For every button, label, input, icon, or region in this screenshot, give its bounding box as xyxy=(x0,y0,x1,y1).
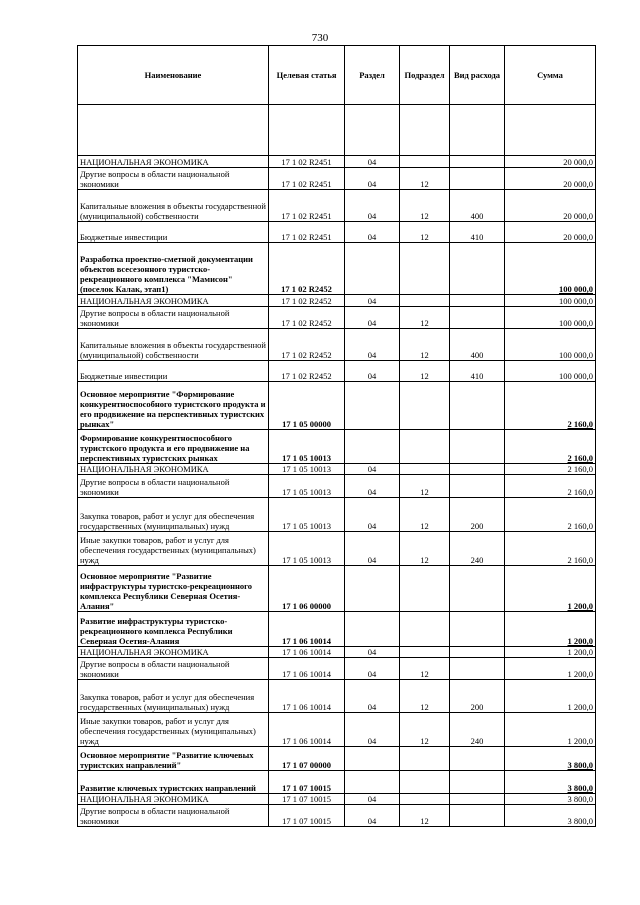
cell-kind xyxy=(450,382,505,430)
table-header-row xyxy=(78,46,596,105)
cell-section: 04 xyxy=(345,498,400,532)
header-subsection: Подраздел xyxy=(400,46,450,105)
cell-sum: 2 160,0 xyxy=(505,475,596,498)
cell-subsection: 12 xyxy=(400,329,450,361)
table-row xyxy=(78,658,596,680)
cell-sum: 3 800,0 xyxy=(505,794,596,805)
page-number: 730 xyxy=(311,32,329,44)
cell-name: Другие вопросы в области национальной экономики xyxy=(78,658,269,680)
cell-name: Другие вопросы в области национальной экономики xyxy=(78,475,269,498)
cell-name: Капитальные вложения в объекты государственной (муниципальной) собственности xyxy=(78,329,269,361)
cell-section: 04 xyxy=(345,361,400,382)
cell-section xyxy=(345,430,400,464)
table-row xyxy=(78,713,596,747)
cell-kind xyxy=(450,464,505,475)
cell-name: Основное мероприятие "Развитие инфраструктуры туристско-рекреационного комплекса Республики Северная Осетия-Алания" xyxy=(78,566,269,612)
cell-section xyxy=(345,612,400,647)
cell-section: 04 xyxy=(345,713,400,747)
cell-kind xyxy=(450,168,505,190)
cell-section xyxy=(345,566,400,612)
cell-code: 17 1 07 00000 xyxy=(269,747,345,771)
cell-subsection xyxy=(400,612,450,647)
cell-name: НАЦИОНАЛЬНАЯ ЭКОНОМИКА xyxy=(78,464,269,475)
cell-sum: 3 800,0 xyxy=(505,771,596,794)
cell-kind xyxy=(450,805,505,827)
header-spacer-row xyxy=(78,105,596,156)
cell-name: Другие вопросы в области национальной экономики xyxy=(78,168,269,190)
cell-subsection: 12 xyxy=(400,805,450,827)
cell-kind: 200 xyxy=(450,680,505,713)
cell-section xyxy=(345,382,400,430)
cell-kind xyxy=(450,566,505,612)
table-row xyxy=(78,190,596,222)
budget-table xyxy=(77,45,596,827)
cell-section: 04 xyxy=(345,295,400,307)
cell-section: 04 xyxy=(345,168,400,190)
cell-subsection xyxy=(400,295,450,307)
cell-sum: 100 000,0 xyxy=(505,361,596,382)
cell-subsection xyxy=(400,382,450,430)
cell-subsection xyxy=(400,464,450,475)
cell-kind xyxy=(450,747,505,771)
cell-code: 17 1 05 00000 xyxy=(269,382,345,430)
cell-kind xyxy=(450,156,505,168)
cell-sum: 3 800,0 xyxy=(505,747,596,771)
table-row xyxy=(78,295,596,307)
cell-code: 17 1 02 R2452 xyxy=(269,307,345,329)
cell-code: 17 1 06 10014 xyxy=(269,680,345,713)
cell-subsection: 12 xyxy=(400,713,450,747)
cell-subsection: 12 xyxy=(400,190,450,222)
cell-name: НАЦИОНАЛЬНАЯ ЭКОНОМИКА xyxy=(78,295,269,307)
cell-subsection: 12 xyxy=(400,658,450,680)
cell-section xyxy=(345,747,400,771)
cell-kind xyxy=(450,612,505,647)
cell-sum: 1 200,0 xyxy=(505,566,596,612)
cell-subsection xyxy=(400,430,450,464)
table-row xyxy=(78,361,596,382)
cell-sum: 100 000,0 xyxy=(505,243,596,295)
cell-subsection xyxy=(400,747,450,771)
cell-sum: 1 200,0 xyxy=(505,612,596,647)
cell-sum: 20 000,0 xyxy=(505,190,596,222)
cell-sum: 20 000,0 xyxy=(505,156,596,168)
header-sum: Сумма xyxy=(505,46,596,105)
cell-subsection xyxy=(400,243,450,295)
cell-code: 17 1 02 R2451 xyxy=(269,156,345,168)
cell-sum: 2 160,0 xyxy=(505,464,596,475)
cell-subsection: 12 xyxy=(400,532,450,566)
cell-name: Закупка товаров, работ и услуг для обеспечения государственных (муниципальных) нужд xyxy=(78,498,269,532)
table-row xyxy=(78,168,596,190)
cell-subsection: 12 xyxy=(400,498,450,532)
cell-sum: 100 000,0 xyxy=(505,295,596,307)
cell-code: 17 1 06 10014 xyxy=(269,647,345,658)
cell-code: 17 1 05 10013 xyxy=(269,475,345,498)
cell-kind: 240 xyxy=(450,532,505,566)
cell-code: 17 1 06 10014 xyxy=(269,713,345,747)
cell-code: 17 1 06 10014 xyxy=(269,612,345,647)
cell-subsection: 12 xyxy=(400,361,450,382)
table-row xyxy=(78,382,596,430)
cell-name: Иные закупки товаров, работ и услуг для обеспечения государственных (муниципальных) нужд xyxy=(78,532,269,566)
cell-kind xyxy=(450,475,505,498)
table-row xyxy=(78,329,596,361)
cell-kind: 200 xyxy=(450,498,505,532)
cell-section: 04 xyxy=(345,475,400,498)
cell-code: 17 1 05 10013 xyxy=(269,498,345,532)
cell-kind xyxy=(450,647,505,658)
cell-code: 17 1 05 10013 xyxy=(269,532,345,566)
cell-section: 04 xyxy=(345,805,400,827)
cell-subsection: 12 xyxy=(400,307,450,329)
cell-code: 17 1 02 R2451 xyxy=(269,168,345,190)
cell-sum: 100 000,0 xyxy=(505,329,596,361)
cell-subsection xyxy=(400,794,450,805)
cell-name: Капитальные вложения в объекты государственной (муниципальной) собственности xyxy=(78,190,269,222)
table-row xyxy=(78,498,596,532)
cell-name: НАЦИОНАЛЬНАЯ ЭКОНОМИКА xyxy=(78,794,269,805)
cell-section: 04 xyxy=(345,190,400,222)
cell-name: Развитие ключевых туристских направлений xyxy=(78,771,269,794)
cell-subsection: 12 xyxy=(400,475,450,498)
cell-sum: 20 000,0 xyxy=(505,168,596,190)
cell-section: 04 xyxy=(345,329,400,361)
cell-subsection xyxy=(400,647,450,658)
cell-kind: 410 xyxy=(450,361,505,382)
cell-sum: 2 160,0 xyxy=(505,430,596,464)
cell-code: 17 1 02 R2451 xyxy=(269,222,345,243)
table-body xyxy=(78,156,596,827)
cell-name: Закупка товаров, работ и услуг для обеспечения государственных (муниципальных) нужд xyxy=(78,680,269,713)
cell-name: Формирование конкурентноспособного туристского продукта и его продвижение на перспективных туристских рынках xyxy=(78,430,269,464)
cell-section: 04 xyxy=(345,156,400,168)
cell-name: Иные закупки товаров, работ и услуг для обеспечения государственных (муниципальных) нужд xyxy=(78,713,269,747)
table-row xyxy=(78,243,596,295)
cell-code: 17 1 05 10013 xyxy=(269,430,345,464)
cell-name: НАЦИОНАЛЬНАЯ ЭКОНОМИКА xyxy=(78,647,269,658)
cell-name: Другие вопросы в области национальной экономики xyxy=(78,307,269,329)
table-row xyxy=(78,430,596,464)
cell-kind xyxy=(450,658,505,680)
table-row xyxy=(78,747,596,771)
cell-section: 04 xyxy=(345,680,400,713)
cell-section: 04 xyxy=(345,794,400,805)
cell-code: 17 1 02 R2452 xyxy=(269,361,345,382)
cell-kind xyxy=(450,771,505,794)
cell-kind xyxy=(450,307,505,329)
cell-code: 17 1 02 R2452 xyxy=(269,329,345,361)
table-row xyxy=(78,464,596,475)
cell-name: НАЦИОНАЛЬНАЯ ЭКОНОМИКА xyxy=(78,156,269,168)
cell-subsection xyxy=(400,771,450,794)
cell-section: 04 xyxy=(345,307,400,329)
cell-code: 17 1 07 10015 xyxy=(269,805,345,827)
cell-kind xyxy=(450,243,505,295)
cell-name: Основное мероприятие "Формирование конкурентноспособного туристского продукта и его продвижение на перспективных туристских рынках" xyxy=(78,382,269,430)
cell-sum: 1 200,0 xyxy=(505,713,596,747)
cell-sum: 100 000,0 xyxy=(505,307,596,329)
table-row xyxy=(78,794,596,805)
cell-kind xyxy=(450,430,505,464)
cell-sum: 3 800,0 xyxy=(505,805,596,827)
cell-kind: 400 xyxy=(450,190,505,222)
cell-sum: 1 200,0 xyxy=(505,647,596,658)
cell-kind xyxy=(450,794,505,805)
table-row xyxy=(78,156,596,168)
header-section: Раздел xyxy=(345,46,400,105)
cell-sum: 20 000,0 xyxy=(505,222,596,243)
cell-kind: 410 xyxy=(450,222,505,243)
cell-subsection: 12 xyxy=(400,680,450,713)
cell-subsection: 12 xyxy=(400,222,450,243)
cell-code: 17 1 02 R2451 xyxy=(269,190,345,222)
cell-subsection: 12 xyxy=(400,168,450,190)
table-row xyxy=(78,612,596,647)
cell-subsection xyxy=(400,566,450,612)
table-row xyxy=(78,475,596,498)
cell-code: 17 1 06 10014 xyxy=(269,658,345,680)
header-kind: Вид расхода xyxy=(450,46,505,105)
cell-section xyxy=(345,243,400,295)
cell-sum: 2 160,0 xyxy=(505,532,596,566)
table-row xyxy=(78,805,596,827)
cell-name: Разработка проектно-сметной документации объектов всесезонного туристско-рекреационного комплекса "Мамисон" (поселок Калак, этап1) xyxy=(78,243,269,295)
table-row xyxy=(78,680,596,713)
header-name: Наименование xyxy=(78,46,269,105)
cell-code: 17 1 02 R2452 xyxy=(269,295,345,307)
cell-code: 17 1 02 R2452 xyxy=(269,243,345,295)
table-row xyxy=(78,647,596,658)
table-row xyxy=(78,222,596,243)
cell-section: 04 xyxy=(345,647,400,658)
cell-section: 04 xyxy=(345,658,400,680)
cell-name: Бюджетные инвестиции xyxy=(78,361,269,382)
cell-section: 04 xyxy=(345,464,400,475)
cell-sum: 1 200,0 xyxy=(505,658,596,680)
cell-name: Развитие инфраструктуры туристско-рекреационного комплекса Республики Северная Осетия-Алания xyxy=(78,612,269,647)
cell-sum: 2 160,0 xyxy=(505,382,596,430)
cell-code: 17 1 07 10015 xyxy=(269,794,345,805)
cell-kind xyxy=(450,295,505,307)
cell-name: Основное мероприятие "Развитие ключевых туристских направлений" xyxy=(78,747,269,771)
cell-sum: 1 200,0 xyxy=(505,680,596,713)
table-row xyxy=(78,566,596,612)
table-row xyxy=(78,307,596,329)
cell-kind: 240 xyxy=(450,713,505,747)
table-row xyxy=(78,771,596,794)
cell-code: 17 1 07 10015 xyxy=(269,771,345,794)
cell-name: Другие вопросы в области национальной экономики xyxy=(78,805,269,827)
cell-section: 04 xyxy=(345,532,400,566)
cell-section: 04 xyxy=(345,222,400,243)
cell-subsection xyxy=(400,156,450,168)
cell-section xyxy=(345,771,400,794)
cell-sum: 2 160,0 xyxy=(505,498,596,532)
header-code: Целевая статья xyxy=(269,46,345,105)
cell-code: 17 1 05 10013 xyxy=(269,464,345,475)
table-row xyxy=(78,532,596,566)
cell-code: 17 1 06 00000 xyxy=(269,566,345,612)
cell-kind: 400 xyxy=(450,329,505,361)
cell-name: Бюджетные инвестиции xyxy=(78,222,269,243)
